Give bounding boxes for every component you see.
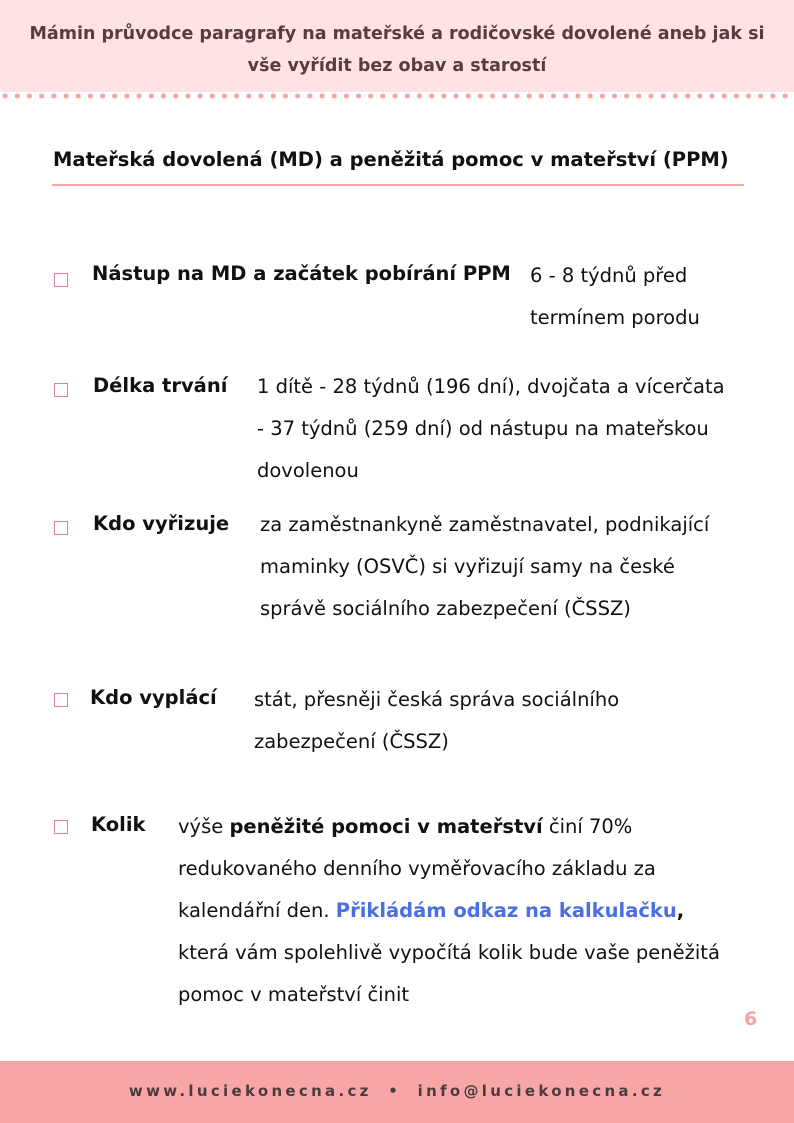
section-underline: [52, 184, 744, 186]
calculator-link[interactable]: Přikládám odkaz na kalkulačku: [335, 899, 677, 922]
item-label-duration: Délka trvání: [93, 374, 228, 397]
item-value-start: 6 - 8 týdnů před termínem porodu: [530, 264, 700, 329]
item-value-amount: [178, 806, 738, 1016]
checkbox-icon[interactable]: [54, 521, 68, 535]
section-title: Mateřská dovolená (MD) a peněžitá pomoc v mateřství (PPM): [53, 148, 729, 171]
dotted-divider: [0, 91, 794, 101]
page-header: [0, 0, 794, 92]
checkbox-icon[interactable]: [54, 273, 68, 287]
item-value-payer: stát, přesněji česká správa sociálního zabezpečení (ČSSZ): [254, 688, 620, 753]
footer-separator: •: [388, 1082, 402, 1100]
item-label-amount: Kolik: [91, 813, 146, 836]
page-footer: [0, 1061, 794, 1123]
item-label-processor: Kdo vyřizuje: [93, 512, 230, 535]
item-value-duration: 1 dítě - 28 týdnů (196 dní), dvojčata a vícerčata - 37 týdnů (259 dní) od nástupu na mateřskou dovolenou: [257, 375, 725, 482]
amount-text-post: která vám spolehlivě vypočítá kolik bude vaše peněžitá pomoc v mateřství činit: [178, 941, 720, 1006]
item-value-processor: za zaměstnankyně zaměstnavatel, podnikající maminky (OSVČ) si vyřizují samy na české správě sociálního zabezpečení (ČSSZ): [260, 513, 710, 620]
amount-text-pre: výše: [178, 815, 230, 838]
item-label-start: Nástup na MD a začátek pobírání PPM: [92, 262, 511, 285]
checkbox-icon[interactable]: [54, 693, 68, 707]
checkbox-icon[interactable]: [54, 383, 68, 397]
checkbox-icon[interactable]: [54, 820, 68, 834]
document-title: Mámin průvodce paragrafy na mateřské a rodičovské dovolené aneb jak si vše vyřídit bez obav a starostí: [29, 24, 765, 76]
website-link[interactable]: www.luciekonecna.cz: [128, 1082, 372, 1100]
amount-text-mid: činí 70% redukovaného denního vyměřovacího základu za kalendářní den.: [178, 815, 656, 922]
page-number: 6: [744, 1008, 758, 1030]
email-link[interactable]: info@luciekonecna.cz: [417, 1082, 666, 1100]
item-label-payer: Kdo vyplácí: [90, 686, 217, 709]
amount-text-bold: peněžité pomoci v mateřství: [229, 815, 543, 838]
amount-text-comma: ,: [676, 899, 685, 922]
footer-contact: [0, 1082, 794, 1100]
